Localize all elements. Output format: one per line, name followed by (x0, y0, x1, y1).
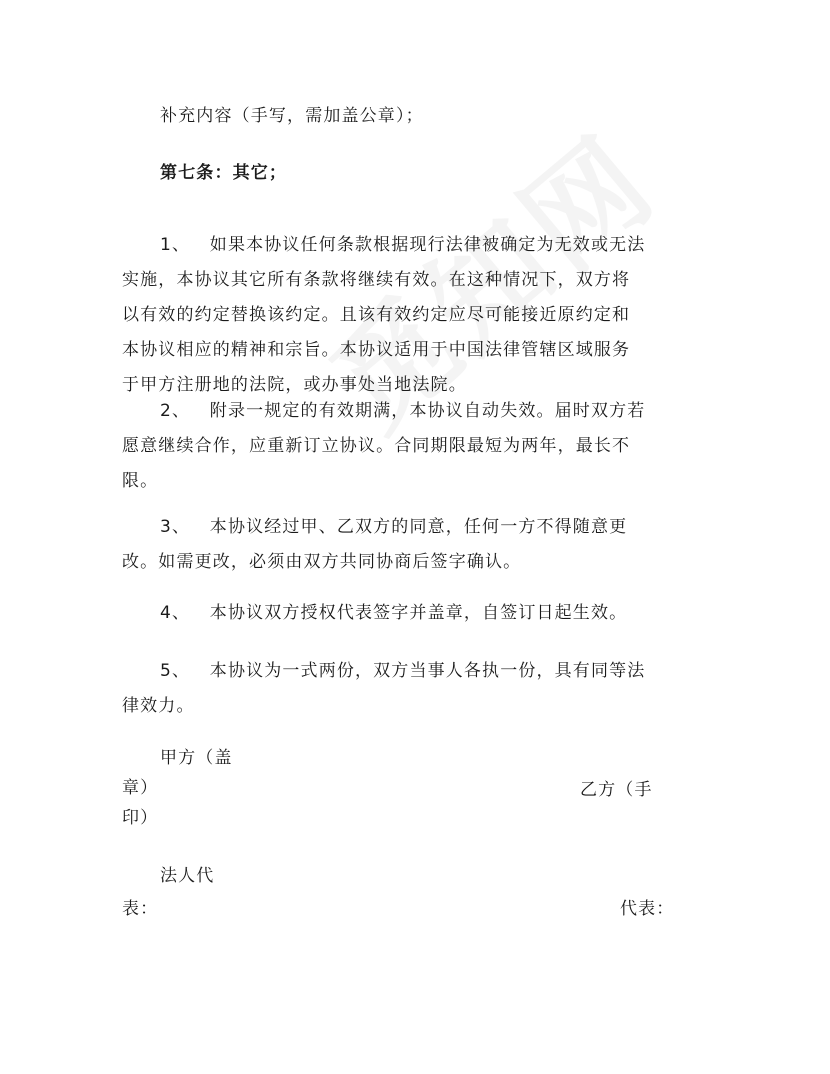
clause-3-line-1 (122, 510, 712, 545)
party-b-rep-label: 代表： (620, 899, 675, 919)
clause-5-line-2: 律效力。 (122, 696, 195, 716)
party-b-label-line-1: 乙方（手 (580, 780, 653, 800)
party-a-label-line-2: 章） (122, 778, 159, 798)
clause-text: 本协议为一式两份，双方当事人各执一份，具有同等法 (209, 661, 646, 681)
clause-1 (122, 228, 712, 403)
clause-1-line-1 (122, 228, 712, 263)
clause-text: 如果本协议任何条款根据现行法律被确定为无效或无法 (209, 235, 646, 255)
clause-4-line-1 (122, 596, 712, 631)
party-a-label-line-1: 甲方（盖 (160, 748, 233, 768)
clause-2 (122, 394, 712, 499)
clause-1-line-2: 实施，本协议其它所有条款将继续有效。在这种情况下，双方将 (122, 270, 631, 290)
clause-text: 附录一规定的有效期满，本协议自动失效。届时双方若 (209, 401, 646, 421)
clause-number: 2、 (160, 401, 191, 421)
clause-2-line-1 (122, 394, 712, 429)
supplement-note (122, 99, 712, 134)
clause-4 (122, 596, 712, 631)
clause-2-line-3: 限。 (122, 471, 159, 491)
clause-number: 4、 (160, 603, 191, 623)
clause-number: 1、 (160, 235, 191, 255)
clause-5 (122, 654, 712, 724)
article-heading (122, 156, 712, 191)
supplement-text: 补充内容（手写，需加盖公章）； (160, 106, 424, 126)
article-title: 第七条：其它； (160, 163, 288, 183)
clause-1-line-5: 于甲方注册地的法院，或办事处当地法院。 (122, 375, 467, 395)
party-b-label-line-2: 印） (122, 808, 159, 828)
party-a-rep-label-line-2: 表： (122, 899, 159, 919)
party-a-rep-label-line-1: 法人代 (160, 866, 215, 886)
clause-number: 3、 (160, 517, 191, 537)
clause-text: 本协议经过甲、乙双方的同意，任何一方不得随意更 (209, 517, 628, 537)
clause-1-line-4: 本协议相应的精神和宗旨。本协议适用于中国法律管辖区域服务 (122, 340, 631, 360)
clause-1-line-3: 以有效的约定替换该约定。且该有效约定应尽可能接近原约定和 (122, 305, 631, 325)
clause-3-line-2: 改。如需更改，必须由双方共同协商后签字确认。 (122, 552, 522, 572)
clause-5-line-1 (122, 654, 712, 689)
clause-number: 5、 (160, 661, 191, 681)
clause-2-line-2: 愿意继续合作，应重新订立协议。合同期限最短为两年，最长不 (122, 436, 631, 456)
clause-text: 本协议双方授权代表签字并盖章，自签订日起生效。 (209, 603, 628, 623)
clause-3 (122, 510, 712, 580)
